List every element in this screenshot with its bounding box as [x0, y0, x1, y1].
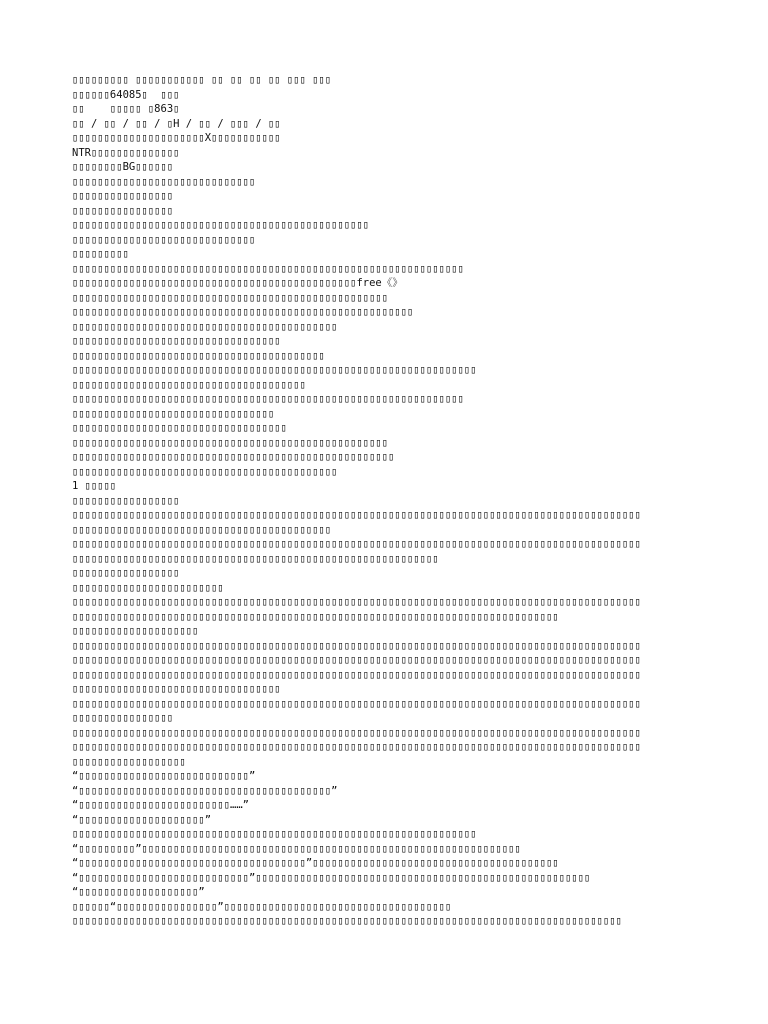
text-line: ▯▯▯▯▯▯▯▯BG▯▯▯▯▯▯ — [72, 161, 174, 173]
text-line: ▯▯▯▯▯▯▯▯▯▯▯▯▯▯▯▯▯▯▯▯▯▯▯▯▯▯▯▯▯▯▯▯▯▯ — [72, 422, 287, 434]
text-line: ▯▯▯▯▯▯▯▯▯▯▯▯▯▯▯▯▯▯▯▯▯▯▯▯▯▯▯▯▯▯▯▯▯▯▯▯▯▯▯▯▯▯▯▯▯▯▯▯▯▯▯▯▯▯▯▯▯▯▯▯▯▯▯▯▯▯▯▯▯▯▯▯▯▯▯▯▯▯▯▯▯▯▯▯▯▯▯▯▯▯ — [72, 639, 641, 652]
text-line: ▯▯▯▯▯▯▯▯▯▯▯▯▯▯▯▯▯▯▯▯▯▯▯▯▯▯▯▯▯▯▯▯▯▯▯▯▯ — [72, 378, 306, 391]
text-line: ▯▯▯▯▯▯▯▯▯▯▯▯▯▯▯▯▯▯▯▯▯▯▯▯▯▯▯▯▯▯▯▯▯▯▯▯▯▯▯▯▯▯▯▯▯▯▯▯▯▯▯▯▯▯▯▯▯▯ — [72, 552, 439, 565]
text-line: ▯▯▯▯▯▯▯▯▯ — [72, 248, 129, 260]
text-line: “▯▯▯▯▯▯▯▯▯”▯▯▯▯▯▯▯▯▯▯▯▯▯▯▯▯▯▯▯▯▯▯▯▯▯▯▯▯▯▯▯▯▯▯▯▯▯▯▯▯▯▯▯▯▯▯▯▯▯▯▯▯▯▯▯▯▯▯▯▯ — [72, 842, 521, 855]
text-line: ▯▯▯▯▯▯▯▯▯▯▯▯▯▯▯▯▯ — [72, 567, 180, 579]
text-line: ▯▯▯▯▯▯▯▯▯▯▯▯▯▯▯▯▯▯▯▯▯▯▯▯▯▯▯▯▯▯▯▯▯▯▯▯▯▯▯▯▯▯▯▯▯▯▯ — [72, 219, 370, 231]
text-line: ▯▯▯▯▯▯▯▯▯▯▯▯▯▯▯▯▯▯▯▯▯▯▯▯▯▯▯▯▯▯▯▯▯▯▯▯▯▯▯▯▯▯▯▯▯▯▯▯▯▯▯▯▯▯▯▯▯▯▯▯▯▯ — [72, 393, 464, 405]
text-line: ▯▯▯▯▯▯64085▯ ▯▯▯ — [72, 88, 180, 101]
text-line: ▯▯▯▯▯▯▯▯▯▯▯▯▯▯▯▯▯▯▯▯▯▯▯▯▯▯▯▯▯ — [72, 175, 256, 188]
text-line: ▯▯ / ▯▯ / ▯▯ / ▯H / ▯▯ / ▯▯▯ / ▯▯ — [72, 117, 281, 130]
text-line: ▯▯▯▯▯▯▯▯▯▯▯▯▯▯▯▯▯▯▯▯▯▯▯▯▯▯▯▯▯▯▯▯▯▯▯▯▯▯▯▯▯▯▯▯▯▯▯▯▯▯▯▯▯▯▯▯▯▯▯▯▯▯▯▯▯▯▯▯▯▯▯▯▯▯▯▯▯▯▯▯▯▯▯▯▯▯▯▯▯▯ — [72, 741, 641, 753]
text-line: ▯▯▯▯▯▯▯▯▯▯▯▯▯▯▯▯▯▯▯▯ — [72, 625, 199, 637]
text-line: ▯▯▯▯▯▯▯▯▯▯▯▯▯▯▯▯▯▯ — [72, 755, 186, 768]
text-line: ▯▯▯▯▯▯▯▯▯▯▯▯▯▯▯▯▯▯▯▯▯▯▯▯▯▯▯▯▯▯▯▯▯ — [72, 335, 281, 347]
text-line: ▯▯▯▯▯▯▯▯▯ ▯▯▯▯▯▯▯▯▯▯▯ ▯▯ ▯▯ ▯▯ ▯▯ ▯▯▯ ▯▯▯ — [72, 74, 332, 86]
text-line: ▯▯▯▯▯▯▯▯▯▯▯▯▯▯▯▯▯▯▯▯▯▯▯▯▯▯▯▯▯▯▯▯▯▯▯▯▯▯▯▯▯▯▯▯▯▯▯▯▯▯▯▯▯▯▯▯▯▯▯▯▯▯▯▯▯▯▯▯▯▯▯▯▯▯▯▯▯▯▯▯▯▯▯▯▯▯▯▯▯▯ — [72, 726, 641, 739]
text-line: ▯▯▯▯▯▯▯▯▯▯▯▯▯▯▯▯▯▯▯▯▯▯▯▯▯▯▯▯▯▯▯▯▯▯▯▯▯▯▯▯▯▯▯▯▯▯▯▯▯▯ — [72, 436, 389, 449]
text-line: “▯▯▯▯▯▯▯▯▯▯▯▯▯▯▯▯▯▯▯▯▯▯▯▯▯▯▯▯▯▯▯▯▯▯▯▯”▯▯▯▯▯▯▯▯▯▯▯▯▯▯▯▯▯▯▯▯▯▯▯▯▯▯▯▯▯▯▯▯▯▯▯▯▯▯▯ — [72, 857, 559, 869]
text-line: ▯▯▯▯▯▯▯▯▯▯▯▯▯▯▯▯▯▯▯▯▯X▯▯▯▯▯▯▯▯▯▯▯ — [72, 132, 281, 144]
text-line: ▯▯▯▯▯▯▯▯▯▯▯▯▯▯▯▯ — [72, 190, 174, 202]
text-line: ▯▯▯▯▯▯▯▯▯▯▯▯▯▯▯▯▯▯▯▯▯▯▯▯▯▯▯▯▯▯▯▯▯▯▯▯▯▯▯▯▯▯▯▯▯▯▯▯▯▯▯▯▯▯▯▯▯▯▯▯▯▯▯▯▯▯▯▯▯▯▯▯▯▯▯▯▯▯▯▯▯▯▯▯▯▯▯▯▯▯ — [72, 538, 641, 550]
text-line: ▯▯▯▯▯▯▯▯▯▯▯▯▯▯▯▯▯▯▯▯▯▯▯▯▯▯▯▯▯▯▯▯▯▯▯▯▯▯▯▯▯▯▯▯▯▯▯▯▯▯▯▯▯▯▯▯▯▯▯▯▯▯▯▯▯▯▯▯▯▯▯▯▯▯▯▯▯▯▯▯▯▯▯▯▯▯▯▯▯▯ — [72, 668, 641, 681]
text-line: ▯▯▯▯▯▯▯▯▯▯▯▯▯▯▯▯▯▯▯▯▯▯▯▯ — [72, 581, 224, 594]
text-line: “▯▯▯▯▯▯▯▯▯▯▯▯▯▯▯▯▯▯▯▯▯▯▯▯……” — [72, 799, 250, 811]
text-line: ▯▯▯▯▯▯▯▯▯▯▯▯▯▯▯▯▯▯▯▯▯▯▯▯▯▯▯▯▯▯▯▯▯▯▯▯▯▯▯▯▯▯▯▯▯▯▯▯▯▯▯▯▯▯▯▯▯▯▯▯▯▯▯▯▯▯▯▯▯▯▯▯▯▯▯▯▯▯▯▯▯▯▯▯▯▯▯▯▯▯ — [72, 509, 641, 521]
text-line: ▯▯▯▯▯▯▯▯▯▯▯▯▯▯▯▯▯▯▯▯▯▯▯▯▯▯▯▯▯▯▯▯▯▯▯▯▯▯▯▯▯▯▯▯▯▯▯▯▯▯▯ — [72, 451, 395, 463]
text-line: “▯▯▯▯▯▯▯▯▯▯▯▯▯▯▯▯▯▯▯▯▯▯▯▯▯▯▯▯▯▯▯▯▯▯▯▯▯▯▯▯” — [72, 784, 338, 797]
text-line: ▯▯▯▯▯▯▯▯▯▯▯▯▯▯▯▯▯▯▯▯▯▯▯▯▯▯▯▯▯▯▯▯▯▯▯▯▯▯▯▯▯▯ — [72, 320, 338, 333]
text-line: ▯▯▯▯▯▯▯▯▯▯▯▯▯▯▯▯▯▯▯▯▯▯▯▯▯▯▯▯▯▯▯▯ — [72, 407, 275, 420]
text-line: ▯▯ ▯▯▯▯▯ ▯863▯ — [72, 103, 180, 115]
text-line: ▯▯▯▯▯▯▯▯▯▯▯▯▯▯▯▯▯▯▯▯▯▯▯▯▯▯▯▯▯▯▯▯▯▯▯▯▯▯▯▯▯▯▯▯▯▯▯▯▯▯ — [72, 291, 389, 304]
text-line: ▯▯▯▯▯▯▯▯▯▯▯▯▯▯▯▯▯▯▯▯▯▯▯▯▯▯▯▯▯ — [72, 233, 256, 246]
text-line: ▯▯▯▯▯▯▯▯▯▯▯▯▯▯▯▯▯▯▯▯▯▯▯▯▯▯▯▯▯▯▯▯▯▯▯▯▯▯▯▯▯▯▯▯▯▯▯▯▯▯▯▯▯▯▯▯▯▯▯▯▯▯▯▯ — [72, 828, 477, 840]
text-line: 1 ▯▯▯▯▯ — [72, 480, 117, 492]
document-body — [72, 73, 712, 929]
text-line: ▯▯▯▯▯▯▯▯▯▯▯▯▯▯▯▯▯▯▯▯▯▯▯▯▯▯▯▯▯▯▯▯▯ — [72, 683, 281, 695]
text-line: ▯▯▯▯▯▯▯▯▯▯▯▯▯▯▯▯▯ — [72, 494, 180, 507]
text-line: ▯▯▯▯▯▯▯▯▯▯▯▯▯▯▯▯▯▯▯▯▯▯▯▯▯▯▯▯▯▯▯▯▯▯▯▯▯▯▯▯▯▯▯▯▯▯▯▯▯▯▯▯▯▯ — [72, 306, 414, 318]
text-line: ▯▯▯▯▯▯“▯▯▯▯▯▯▯▯▯▯▯▯▯▯▯▯”▯▯▯▯▯▯▯▯▯▯▯▯▯▯▯▯▯▯▯▯▯▯▯▯▯▯▯▯▯▯▯▯▯▯▯▯ — [72, 900, 452, 913]
text-line: “▯▯▯▯▯▯▯▯▯▯▯▯▯▯▯▯▯▯▯” — [72, 886, 205, 898]
text-line: “▯▯▯▯▯▯▯▯▯▯▯▯▯▯▯▯▯▯▯▯▯▯▯▯▯▯▯”▯▯▯▯▯▯▯▯▯▯▯▯▯▯▯▯▯▯▯▯▯▯▯▯▯▯▯▯▯▯▯▯▯▯▯▯▯▯▯▯▯▯▯▯▯▯▯▯▯▯▯▯▯ — [72, 871, 591, 884]
text-line: ▯▯▯▯▯▯▯▯▯▯▯▯▯▯▯▯▯▯▯▯▯▯▯▯▯▯▯▯▯▯▯▯▯▯▯▯▯▯▯▯▯▯▯▯▯free《》 — [72, 277, 403, 289]
text-line: “▯▯▯▯▯▯▯▯▯▯▯▯▯▯▯▯▯▯▯▯▯▯▯▯▯▯▯” — [72, 770, 256, 782]
text-line: ▯▯▯▯▯▯▯▯▯▯▯▯▯▯▯▯▯▯▯▯▯▯▯▯▯▯▯▯▯▯▯▯▯▯▯▯▯▯▯▯▯▯▯▯▯▯▯▯▯▯▯▯▯▯▯▯▯▯▯▯▯▯▯▯▯▯▯▯▯▯▯▯▯▯▯▯▯ — [72, 610, 559, 623]
text-line: ▯▯▯▯▯▯▯▯▯▯▯▯▯▯▯▯ — [72, 204, 174, 217]
text-line: ▯▯▯▯▯▯▯▯▯▯▯▯▯▯▯▯ — [72, 712, 174, 724]
text-line: ▯▯▯▯▯▯▯▯▯▯▯▯▯▯▯▯▯▯▯▯▯▯▯▯▯▯▯▯▯▯▯▯▯▯▯▯▯▯▯▯▯▯▯▯▯▯▯▯▯▯▯▯▯▯▯▯▯▯▯▯▯▯▯▯▯▯▯▯▯▯▯▯▯▯▯▯▯▯▯▯▯▯▯▯▯▯▯▯▯▯ — [72, 697, 641, 710]
text-line: ▯▯▯▯▯▯▯▯▯▯▯▯▯▯▯▯▯▯▯▯▯▯▯▯▯▯▯▯▯▯▯▯▯▯▯▯▯▯▯▯▯▯▯▯▯▯▯▯▯▯▯▯▯▯▯▯▯▯▯▯▯▯ — [72, 262, 464, 275]
text-line: ▯▯▯▯▯▯▯▯▯▯▯▯▯▯▯▯▯▯▯▯▯▯▯▯▯▯▯▯▯▯▯▯▯▯▯▯▯▯▯▯▯▯▯▯▯▯▯▯▯▯▯▯▯▯▯▯▯▯▯▯▯▯▯▯ — [72, 364, 477, 376]
text-line: ▯▯▯▯▯▯▯▯▯▯▯▯▯▯▯▯▯▯▯▯▯▯▯▯▯▯▯▯▯▯▯▯▯▯▯▯▯▯▯▯▯▯▯▯▯▯▯▯▯▯▯▯▯▯▯▯▯▯▯▯▯▯▯▯▯▯▯▯▯▯▯▯▯▯▯▯▯▯▯▯▯▯▯▯▯▯▯▯▯▯ — [72, 654, 641, 666]
text-line: ▯▯▯▯▯▯▯▯▯▯▯▯▯▯▯▯▯▯▯▯▯▯▯▯▯▯▯▯▯▯▯▯▯▯▯▯▯▯▯▯▯▯ — [72, 465, 338, 478]
text-line: ▯▯▯▯▯▯▯▯▯▯▯▯▯▯▯▯▯▯▯▯▯▯▯▯▯▯▯▯▯▯▯▯▯▯▯▯▯▯▯▯▯ — [72, 523, 332, 536]
text-line: NTR▯▯▯▯▯▯▯▯▯▯▯▯▯▯ — [72, 146, 180, 159]
text-line: ▯▯▯▯▯▯▯▯▯▯▯▯▯▯▯▯▯▯▯▯▯▯▯▯▯▯▯▯▯▯▯▯▯▯▯▯▯▯▯▯▯▯▯▯▯▯▯▯▯▯▯▯▯▯▯▯▯▯▯▯▯▯▯▯▯▯▯▯▯▯▯▯▯▯▯▯▯▯▯▯▯▯▯▯▯▯▯▯▯▯ — [72, 596, 641, 608]
text-line: ▯▯▯▯▯▯▯▯▯▯▯▯▯▯▯▯▯▯▯▯▯▯▯▯▯▯▯▯▯▯▯▯▯▯▯▯▯▯▯▯▯▯▯▯▯▯▯▯▯▯▯▯▯▯▯▯▯▯▯▯▯▯▯▯▯▯▯▯▯▯▯▯▯▯▯▯▯▯▯▯▯▯▯▯▯▯▯ — [72, 915, 622, 927]
text-line: “▯▯▯▯▯▯▯▯▯▯▯▯▯▯▯▯▯▯▯▯” — [72, 813, 212, 826]
text-line: ▯▯▯▯▯▯▯▯▯▯▯▯▯▯▯▯▯▯▯▯▯▯▯▯▯▯▯▯▯▯▯▯▯▯▯▯▯▯▯▯ — [72, 349, 325, 362]
